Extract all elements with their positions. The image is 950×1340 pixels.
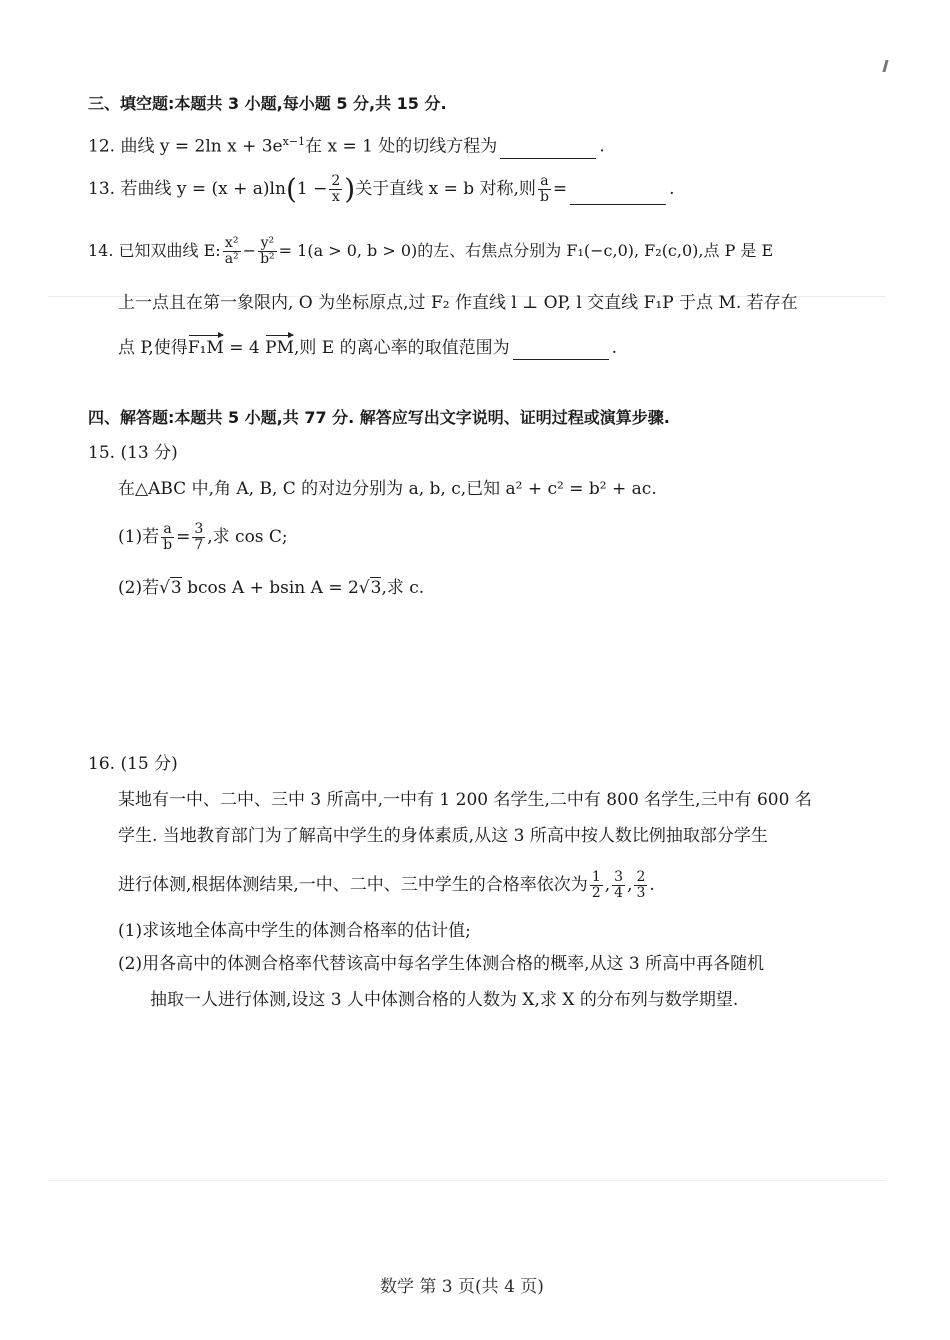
- question-13: 13. 若曲线 y = (x + a)ln(1 − $\frac{2}{x}$ )关于直线 x = b 对称,则 $\frac{a}{b}$ = .: [88, 172, 675, 206]
- question-15-number: 15. (13 分): [88, 443, 178, 463]
- fraction-3-over-4: $\frac{3}{4}$: [614, 869, 624, 901]
- fraction-x2-over-a2: $\frac{\text{x²}}{\text{a²}}$: [224, 235, 239, 267]
- question-16-line1: 某地有一中、二中、三中 3 所高中,一中有 1 200 名学生,二中有 800 名学生,三中有 600 名: [118, 790, 812, 810]
- question-14-line3: 点 P,使得F₁M = 4 PM,则 E 的离心率的取值范围为 .: [118, 338, 618, 358]
- section4-heading: 四、解答题:本题共 5 小题,共 77 分. 解答应写出文字说明、证明过程或演算步骤.: [88, 408, 670, 427]
- question-15-part2: (2)若√3 bcos A + bsin A = 2√3,求 c.: [118, 578, 425, 598]
- scan-divider: [48, 1180, 886, 1181]
- fraction-1-over-2: $\frac{1}{2}$: [591, 869, 601, 901]
- question-16-part2-line2: 抽取一人进行体测,设这 3 人中体测合格的人数为 X,求 X 的分布列与数学期望.: [150, 990, 739, 1010]
- question-14-line2: 上一点且在第一象限内, O 为坐标原点,过 F₂ 作直线 l ⊥ OP, l 交直线 F₁P 于点 M. 若存在: [118, 293, 798, 313]
- answer-blank-13[interactable]: [570, 186, 666, 205]
- question-12: 12. 曲线 y = 2ln $x + 3e^{x-1}$在 x = 1 处的切线方程为 .: [88, 135, 605, 157]
- question-16-line3: 进行体测,根据体测结果,一中、二中、三中学生的合格率依次为 $\frac{1}{2}$ , $\frac{3}{4}$ , $\frac{2}{3}$ .: [118, 869, 655, 901]
- fraction-2-over-x: $\frac{2}{x}$: [331, 173, 341, 205]
- fraction-y2-over-b2: $\frac{\text{y²}}{\text{b²}}$: [260, 235, 275, 267]
- question-15-part1: (1)若 $\frac{a}{b}$ = $\frac{3}{7}$ ,求 cos C;: [118, 521, 288, 553]
- question-14-line1: 14. 已知双曲线 E: $\frac{\text{x²}}{\text{a²}}$ − $\frac{\text{y²}}{\text{b²}}$ = 1(a > 0, b > 0)的左、右焦点分别为 F₁(−c,0), F₂(c,0),点 P 是 E: [88, 235, 774, 267]
- page-footer: 数学 第 3 页(共 4 页): [380, 1277, 544, 1297]
- question-16-part1: (1)求该地全体高中学生的体测合格率的估计值;: [118, 921, 471, 941]
- answer-blank-14[interactable]: [513, 341, 609, 360]
- question-16-number: 16. (15 分): [88, 754, 178, 774]
- question-15-stem: 在△ABC 中,角 A, B, C 的对边分别为 a, b, c,已知 a² + c² = b² + ac.: [118, 479, 657, 499]
- vector-pm: PM: [265, 338, 294, 358]
- fraction-a-over-b: $\frac{a}{b}$: [539, 173, 549, 205]
- answer-blank-12[interactable]: [500, 140, 596, 159]
- question-16-part2-line1: (2)用各高中的体测合格率代替该高中每名学生体测合格的概率,从这 3 所高中再各随机: [118, 954, 765, 974]
- fraction-a-over-b: $\frac{a}{b}$: [163, 521, 173, 553]
- corner-mark: [882, 60, 888, 72]
- question-16-line2: 学生. 当地教育部门为了解高中学生的身体素质,从这 3 所高中按人数比例抽取部分学生: [118, 826, 768, 846]
- fraction-3-over-7: $\frac{3}{7}$: [194, 521, 204, 553]
- fraction-2-over-3: $\frac{2}{3}$: [636, 869, 646, 901]
- vector-f1m: F₁M: [187, 338, 224, 358]
- section3-heading: 三、填空题:本题共 3 小题,每小题 5 分,共 15 分.: [88, 94, 447, 113]
